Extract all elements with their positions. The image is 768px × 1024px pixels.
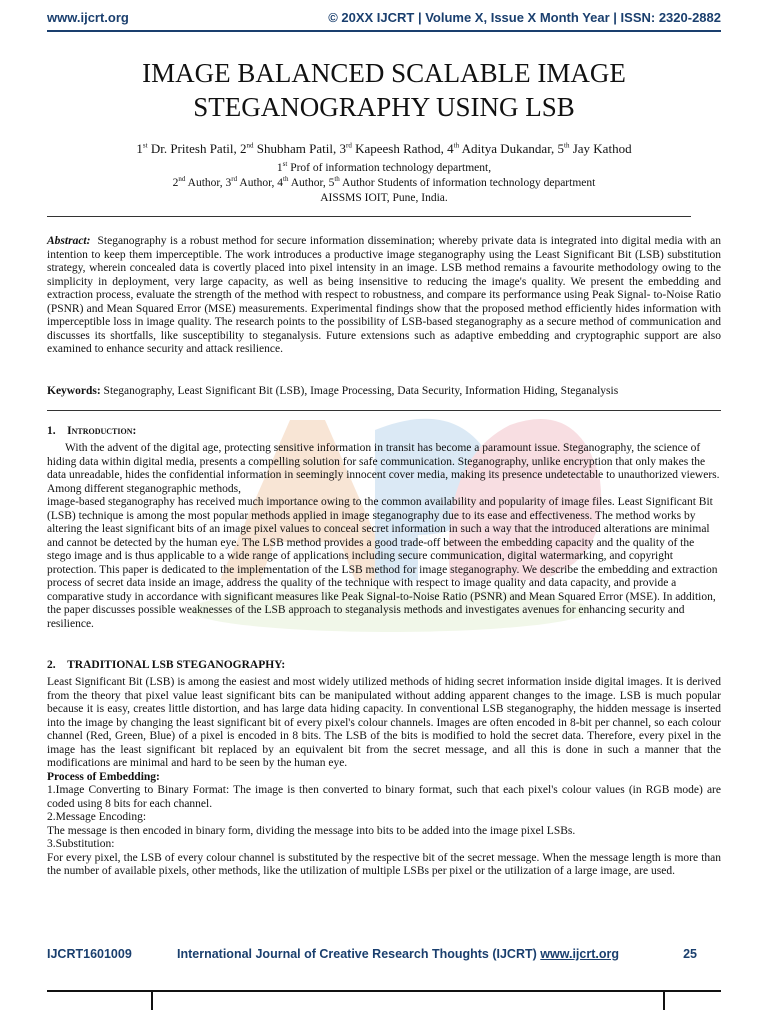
section-1-paragraph-1: With the advent of the digital age, protecting sensitive information in transit has become a paramount issue. Steganography, the science of hiding data within digital media, presents a compelling solution for safe communication. Steganography, unlike encryption that only makes the data unreadable, hides the confidential information in seemingly innocent cover media, making its presence undetectable to unauthorized viewers. Among different steganographic methods, [47,442,720,495]
header-site-link[interactable]: www.ijcrt.org [47,10,129,25]
journal-link[interactable]: www.ijcrt.org [540,947,619,961]
abstract [47,235,721,357]
author-list [47,141,721,157]
paper-title [47,56,721,124]
author-2: 2nd Shubham Patil, [240,141,337,156]
affiliation-line-1: 1st Prof of information technology department, [276,160,492,174]
section-1-body [47,442,721,631]
section-1-paragraph-2: image-based steganography has received much importance owing to the common availability and popularity of image files. Least Significant Bit (LSB) technique is among the most popular methods applied in image steganography due to its ease and effectiveness. The method works by altering the least significant bits of an image pixel values to conceal secret information in such a way that the introduced alterations are minimal and cannot be detected by the human eye. The LSB method provides a good trade-off between the embedding capacity and the quality of the stego image and is thus applicable to a wide range of applications including secure communication, digital watermarking, and copyright protection. This paper is dedicated to the implementation of the LSB method for image steganography. We describe the embedding and extraction process of secret data inside an image, address the quality of the technique with respect to image quality and data capacity, and provide a comparative study in accordance with significant measures like Peak Signal-to-Noise Ratio (PSNR) and Mean Squared Error (MSE). In addition, the paper discusses possible weaknesses of the LSB approach to steganalysis methods and investigates avenues for enhancing security and resilience. [47,496,718,630]
title-line-1: IMAGE BALANCED SCALABLE IMAGE [142,58,626,88]
footer-rule-tick-right [663,990,665,1010]
embedding-step-3-text: For every pixel, the LSB of every colour channel is substituted by the respective bit of the secret message. When the message length is more than the number of available pixels, other methods, like the utilization of multiple LSBs per pixel or the utilization of a large image, are used. [47,851,721,877]
section-1-heading: 1. Introduction: [47,425,137,437]
abstract-text: Steganography is a robust method for secure information dissemination; whereby private data is integrated into digital media with an intention to keep them imperceptible. The work introduces a productive image steganography using the Least Significant Bit (LSB) substitution strategy, wherein concealed data is covertly placed into pixel intensity in an image. LSB method remains a favourite methodology owing to the simplicity in deployment, very large capacity, as well as being insensitive to reducing the image's quality. We present the embedding and extraction process, evaluate the strength of the method with respect to robustness, and compare its performance using Peak Signal- to-Noise Ratio (PSNR) and Mean Squared Error (MSE) measurements. Experimental findings show that the proposed method efficiently hides information with imperceptible loss in image quality. The research points to the possibility of LSB-based steganography as a secure method of communication and discusses its shortfalls, like susceptibility to steganalysis. Future extensions such as adaptive embedding and cryptographic support are also examined to enhance security and attack resilience. [47,235,721,355]
footer-rule-tick-left [151,990,153,1010]
author-4: 4th Aditya Dukandar, [447,141,555,156]
running-header [47,8,721,32]
title-divider [47,216,691,217]
keywords-label: Keywords: [47,385,101,397]
author-3: 3rd Kapeesh Rathod, [339,141,444,156]
page-number: 25 [683,947,697,961]
title-line-2: STEGANOGRAPHY USING LSB [193,92,575,122]
section-2-body [47,676,721,879]
embedding-step-2-label: 2.Message Encoding: [47,811,147,823]
affiliation-line-2: 2nd Author, 3rd Author, 4th Author, 5th Author Students of information technology department [172,175,596,189]
keywords-text: Steganography, Least Significant Bit (LSB), Image Processing, Data Security, Information Hiding, Steganalysis [103,385,619,397]
header-copyright: © 20XX IJCRT | Volume X, Issue X Month Year | ISSN: 2320-2882 [328,10,721,25]
journal-name: International Journal of Creative Research Thoughts (IJCRT) www.ijcrt.org [177,947,619,961]
embedding-step-1: 1.Image Converting to Binary Format: The image is then converted to binary format, such that each pixel's colour values (in RGB mode) are coded using 8 bits for each channel. [47,784,721,810]
author-1: 1st Dr. Pritesh Patil, [136,141,237,156]
footer-rule [47,990,721,992]
author-5: 5th Jay Kathod [557,141,632,156]
keywords [47,385,721,399]
section-2-heading: 2. TRADITIONAL LSB STEGANOGRAPHY: [47,659,286,671]
section-2-paragraph-1: Least Significant Bit (LSB) is among the easiest and most widely utilized methods of hiding secret information inside digital images. It is derived from the theory that pixel value least significant bits can be manipulated without adding apparent changes to the image. LSB is much popular because it is easy, creates little distortion, and has large data hiding capacity. In conventional LSB steganography, the hidden message is inserted into the image by changing the least significant bit of every pixel's colour channels. Images are often encoded in 8-bit per channel, so each colour channel (Red, Green, Blue) of a pixel is encoded in 8 bits. The LSB of the bits is modified to hold the secret data. Therefore, every pixel in the image has the least significant bit replaced by an equivalent bit from the secret message, and all this is done in such a manner that the modifications are minimal and hard to be seen by the human eye. [47,676,721,769]
abstract-label: Abstract: [47,235,91,247]
process-heading: Process of Embedding: [47,770,160,783]
keywords-divider [47,410,721,411]
paper-id: IJCRT1601009 [47,947,132,961]
affiliation-line-3: AISSMS IOIT, Pune, India. [320,192,448,204]
embedding-step-3-label: 3.Substitution: [47,838,115,850]
embedding-step-2-text: The message is then encoded in binary form, dividing the message into bits to be added into the image pixel LSBs. [47,824,576,837]
